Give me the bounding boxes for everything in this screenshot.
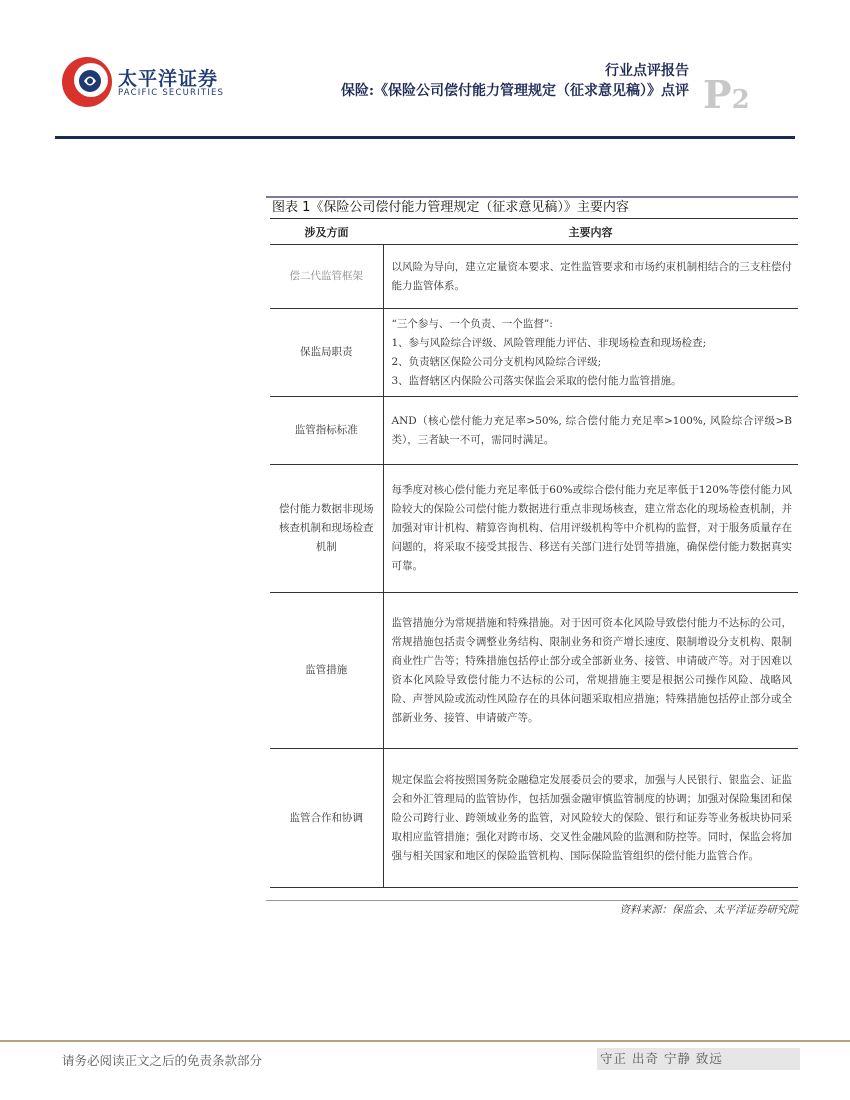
content-line: “三个参与、一个负责、一个监督”: bbox=[391, 317, 553, 330]
row-aspect: 保监局职责 bbox=[270, 309, 383, 397]
content-line: 2、负责辖区保险公司分支机构风险综合评级; bbox=[391, 355, 602, 368]
table-row bbox=[270, 593, 798, 749]
row-aspect: 监管指标标准 bbox=[270, 397, 383, 465]
pacific-securities-logo-icon bbox=[60, 46, 116, 116]
row-aspect: 监管合作和协调 bbox=[270, 749, 383, 888]
table-header-row bbox=[270, 219, 798, 245]
header-divider bbox=[55, 136, 795, 139]
logo-chinese-name: 太平洋证券 bbox=[118, 68, 219, 90]
content-table bbox=[270, 218, 798, 888]
table-row bbox=[270, 749, 798, 888]
row-content: 监管措施分为常规措施和特殊措施。对于因可资本化风险导致偿付能力不达标的公司，常规措施包括责令调整业务结构、限制业务和资产增长速度、限制增设分支机构、限制商业性广告等；特殊措施包括停止部分或全部新业务、接管、申请破产等。对于因难以资本化风险导致偿付能力不达标的公司，常规措施主要是根据公司操作风险、战略风险、声誉风险或流动性风险存在的具体问题采取相应措施；特殊措施包括停止部分或全部新业务、接管、申请破产等。 bbox=[383, 593, 798, 749]
page-letter: P bbox=[703, 72, 732, 117]
report-type: 行业点评报告 bbox=[605, 63, 689, 79]
table-row bbox=[270, 309, 798, 397]
company-logo bbox=[60, 46, 260, 116]
row-aspect: 偿付能力数据非现场核查机制和现场检查机制 bbox=[270, 465, 383, 593]
report-title: 保险:《保险公司偿付能力管理规定（征求意见稿）》点评 bbox=[340, 83, 689, 99]
content-line: 1、参与风险综合评级、风险管理能力评估、非现场检查和现场检查; bbox=[391, 336, 707, 349]
row-content: 规定保监会将按照国务院金融稳定发展委员会的要求，加强与人民银行、银监会、证监会和外汇管理局的监管协作，包括加强金融审慎监管制度的协调；加强对保险集团和保险公司跨行业、跨领域业务的监管，对风险较大的保险、银行和证券等业务板块协同采取相应监管措施；强化对跨市场、交叉性金融风险的监测和防控等。同时，保监会将加强与相关国家和地区的保险监管机构、国际保险监管组织的偿付能力监管合作。 bbox=[383, 749, 798, 888]
row-content: AND（核心偿付能力充足率>50%, 综合偿付能力充足率>100%, 风险综合评级>B 类），三者缺一不可，需同时满足。 bbox=[383, 397, 798, 465]
footer-disclaimer: 请务必阅读正文之后的免责条款部分 bbox=[62, 1053, 263, 1068]
source-divider bbox=[266, 900, 798, 901]
table-row bbox=[270, 465, 798, 593]
column-header-aspect: 涉及方面 bbox=[270, 219, 383, 245]
data-source: 资料来源：保监会、太平洋证券研究院 bbox=[619, 904, 798, 916]
row-aspect: 偿二代监管框架 bbox=[270, 245, 383, 309]
row-content: 每季度对核心偿付能力充足率低于60%或综合偿付能力充足率低于120%等偿付能力风险较大的保险公司偿付能力数据进行重点非现场核查，建立常态化的现场检查机制，并加强对审计机构、精算咨询机构、信用评级机构等中介机构的监督，对于服务质量存在问题的，将采取不接受其报告、移送有关部门进行处罚等措施，确保偿付能力数据真实可靠。 bbox=[383, 465, 798, 593]
column-header-content: 主要内容 bbox=[383, 219, 798, 245]
logo-english-name: PACIFIC SECURITIES bbox=[118, 88, 225, 98]
page-header bbox=[0, 0, 850, 140]
row-content: 以风险为导向，建立定量资本要求、定性监管要求和市场约束机制相结合的三支柱偿付能力监管体系。 bbox=[383, 245, 798, 309]
table-row bbox=[270, 245, 798, 309]
row-aspect: 监管措施 bbox=[270, 593, 383, 749]
figure-table bbox=[266, 196, 798, 888]
figure-caption: 图表 1《保险公司偿付能力管理规定（征求意见稿）》主要内容 bbox=[266, 196, 798, 218]
page-number bbox=[703, 72, 750, 117]
page-digit: 2 bbox=[731, 85, 750, 115]
footer-divider bbox=[0, 1040, 850, 1042]
row-content bbox=[383, 309, 798, 397]
table-row bbox=[270, 397, 798, 465]
content-line: 3、监督辖区内保险公司落实保监会采取的偿付能力监管措施。 bbox=[391, 374, 682, 387]
footer-slogan: 守正 出奇 宁静 致远 bbox=[597, 1048, 800, 1070]
